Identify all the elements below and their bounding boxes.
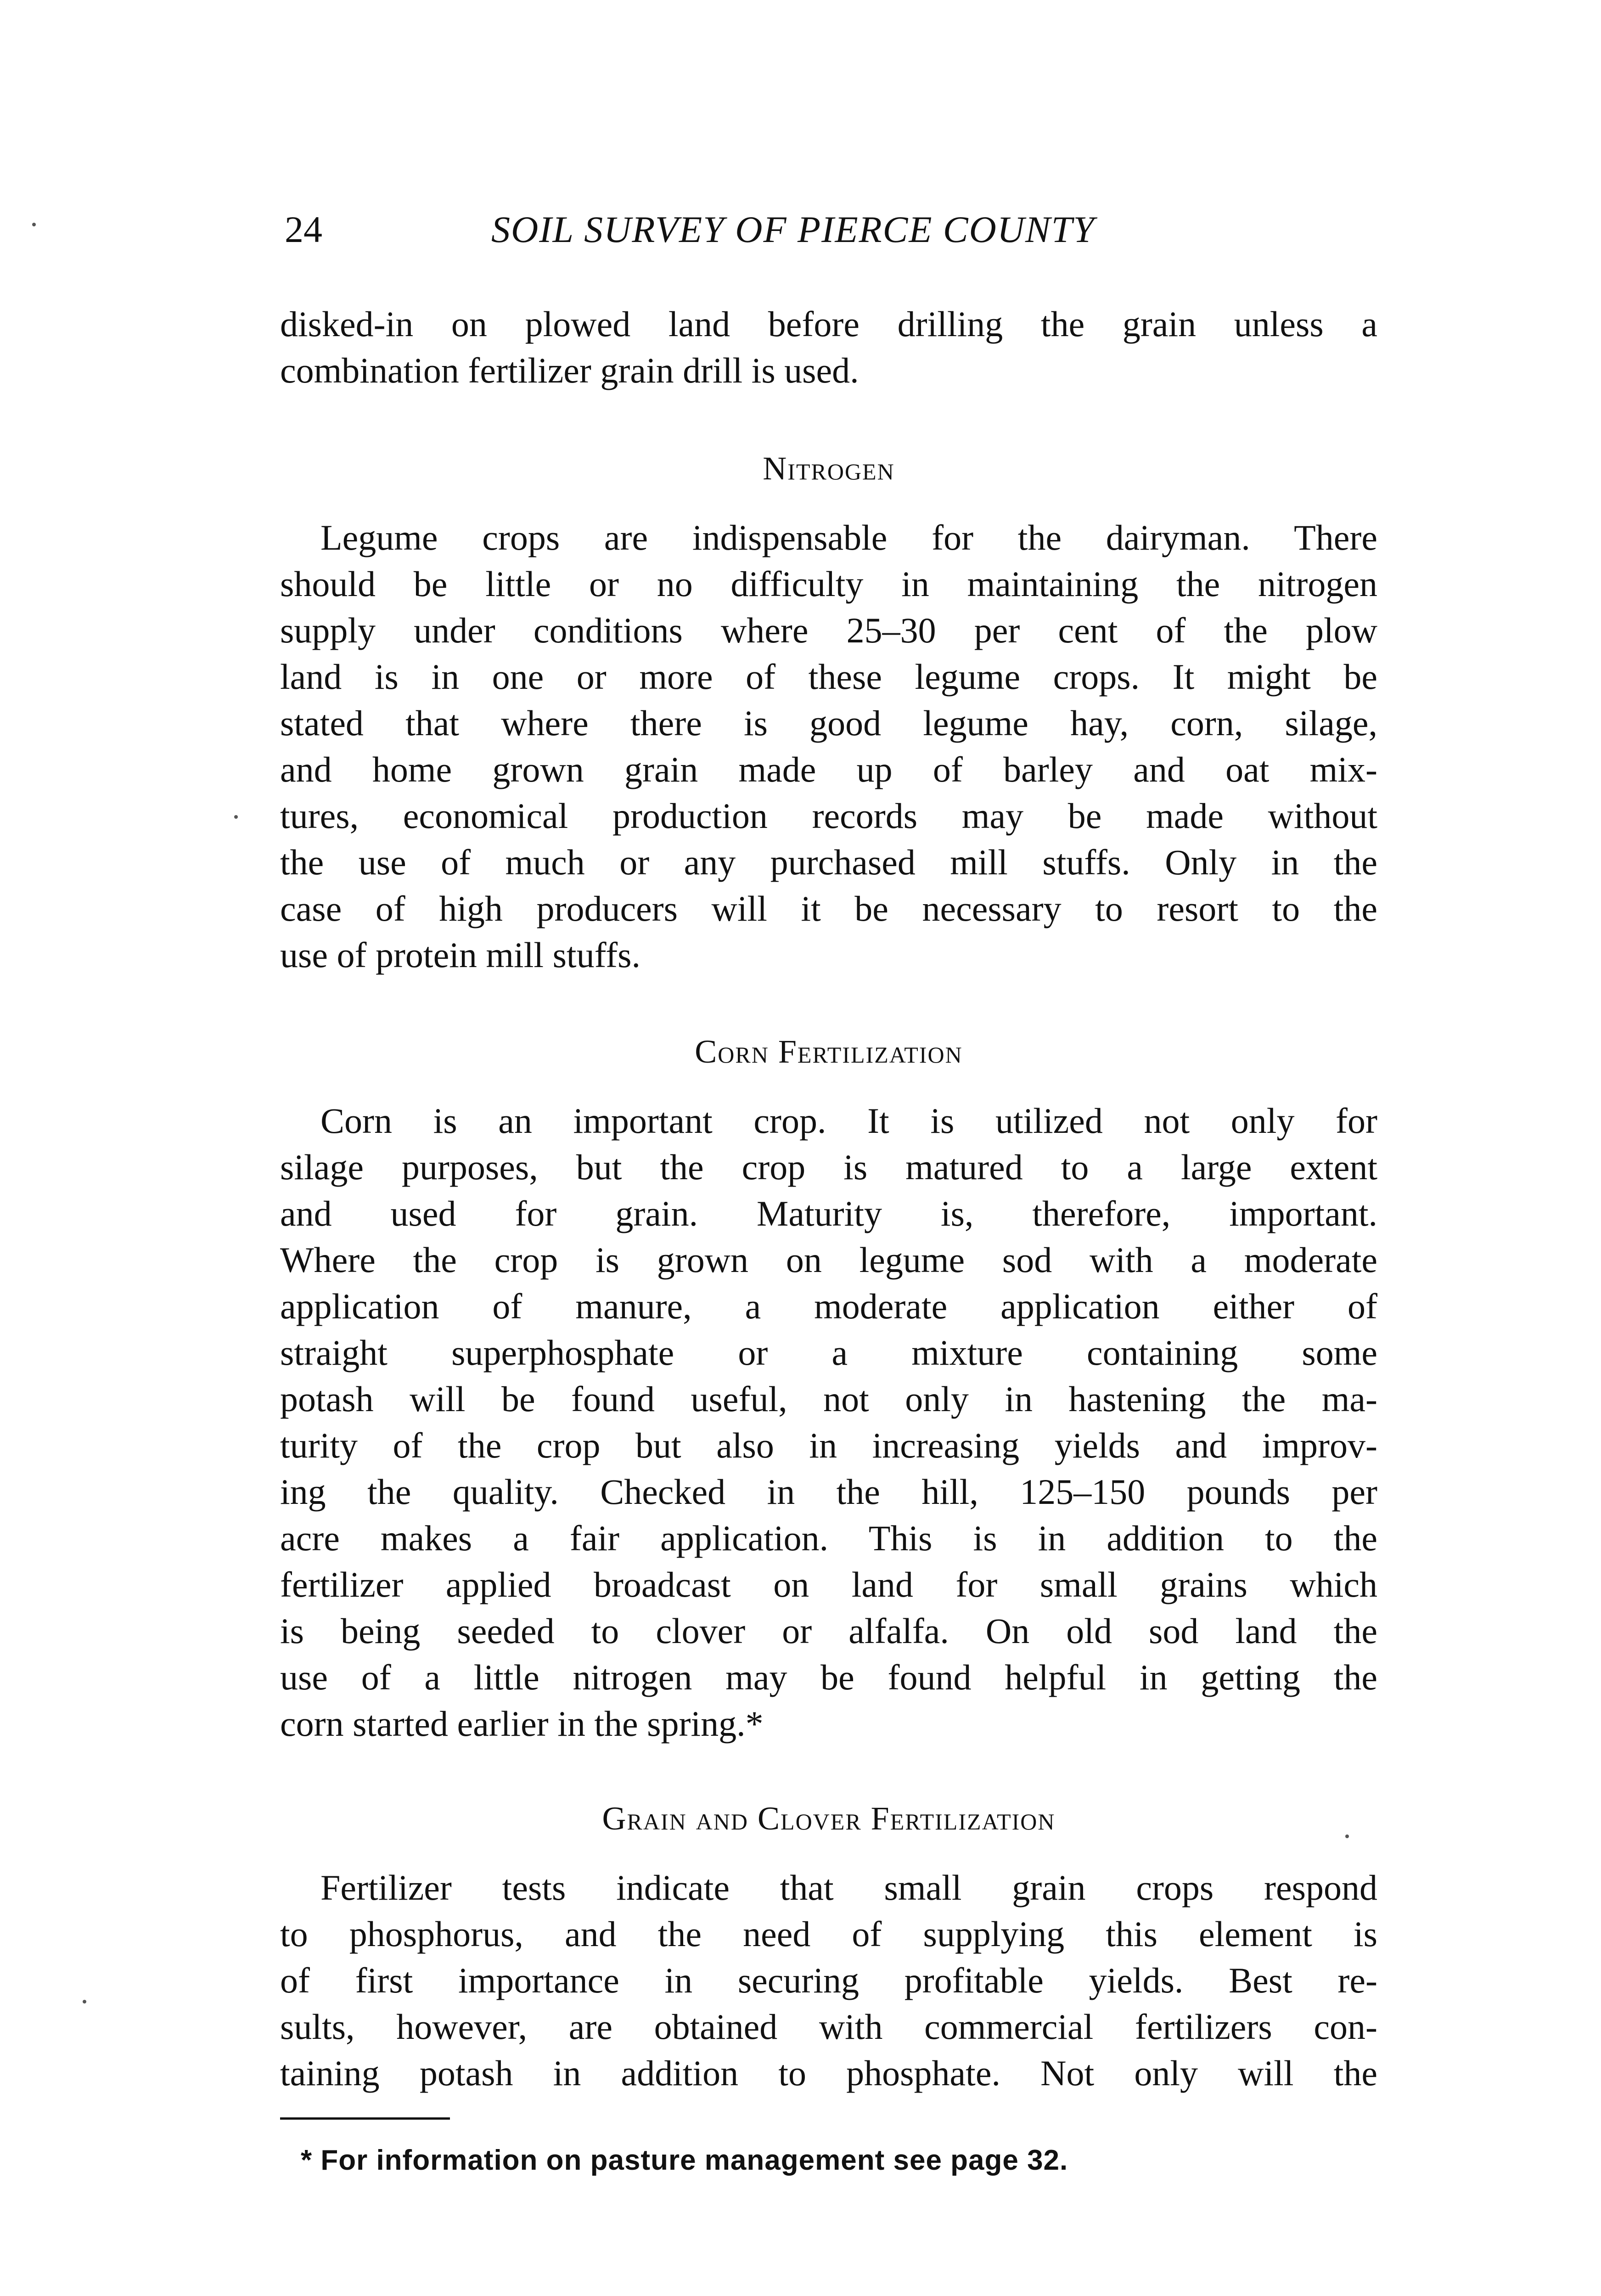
text-line: taining potash in addition to phosphate. Not only will the	[280, 2053, 1377, 2093]
paper-speck	[234, 815, 238, 819]
paper-speck	[32, 223, 36, 226]
section-heading-corn-fertilization: Corn Fertilization	[695, 1033, 963, 1070]
text-line: land is in one or more of these legume crops. It might be	[280, 657, 1377, 697]
nitrogen-paragraph	[280, 514, 1377, 978]
text-line: Fertilizer tests indicate that small grain crops respond	[320, 1868, 1377, 1908]
text-line: straight superphosphate or a mixture containing some	[280, 1333, 1377, 1373]
text-line: to phosphorus, and the need of supplying this element is	[280, 1914, 1377, 1954]
text-line: is being seeded to clover or alfalfa. On old sod land the	[280, 1611, 1377, 1651]
text-line: potash will be found useful, not only in hastening the ma-	[280, 1379, 1377, 1419]
text-line: stated that where there is good legume hay, corn, silage,	[280, 703, 1377, 743]
text-line: combination fertilizer grain drill is used.	[280, 350, 859, 390]
text-line: Where the crop is grown on legume sod with a moderate	[280, 1240, 1377, 1280]
text-line: use of a little nitrogen may be found helpful in getting the	[280, 1657, 1377, 1697]
text-line: case of high producers will it be necessary to resort to the	[280, 889, 1377, 929]
text-line: Corn is an important crop. It is utilized not only for	[320, 1101, 1377, 1141]
paper-speck	[83, 2000, 86, 2003]
running-title: SOIL SURVEY OF PIERCE COUNTY	[491, 208, 1095, 250]
text-line: use of protein mill stuffs.	[280, 935, 640, 975]
corn-fertilization-paragraph	[280, 1097, 1377, 1747]
page-number: 24	[285, 208, 322, 250]
footnote-rule	[280, 2117, 450, 2120]
page-header	[285, 204, 1377, 255]
text-line: fertilizer applied broadcast on land for small grains which	[280, 1564, 1377, 1604]
text-line: sults, however, are obtained with commercial fertilizers con-	[280, 2007, 1377, 2047]
text-line: of first importance in securing profitable yields. Best re-	[280, 1960, 1377, 2000]
text-line: Legume crops are indispensable for the dairyman. There	[320, 518, 1377, 557]
footnote: * For information on pasture management see page 32.	[301, 2144, 1068, 2176]
text-line: tures, economical production records may be made without	[280, 796, 1377, 836]
text-line: acre makes a fair application. This is in addition to the	[280, 1518, 1377, 1558]
text-line: supply under conditions where 25–30 per cent of the plow	[280, 610, 1377, 650]
text-line: corn started earlier in the spring.*	[280, 1704, 764, 1744]
text-line: and used for grain. Maturity is, therefore, important.	[280, 1193, 1377, 1233]
paper-speck	[1345, 1835, 1349, 1838]
text-line: the use of much or any purchased mill stuffs. Only in the	[280, 842, 1377, 882]
text-line: application of manure, a moderate application either of	[280, 1286, 1377, 1326]
text-line: silage purposes, but the crop is matured to a large extent	[280, 1147, 1377, 1187]
section-heading-nitrogen: Nitrogen	[763, 450, 895, 487]
text-line: disked-in on plowed land before drilling the grain unless a	[280, 304, 1377, 344]
section-heading-grain-and-clover-fertilization: Grain and Clover Fertilization	[602, 1800, 1056, 1837]
text-line: ing the quality. Checked in the hill, 125–150 pounds per	[280, 1472, 1377, 1512]
text-line: turity of the crop but also in increasing yields and improv-	[280, 1425, 1377, 1465]
intro-paragraph	[280, 301, 1377, 394]
text-line: and home grown grain made up of barley and oat mix-	[280, 749, 1377, 789]
grain-clover-paragraph	[280, 1864, 1377, 2096]
text-line: should be little or no difficulty in maintaining the nitrogen	[280, 564, 1377, 604]
